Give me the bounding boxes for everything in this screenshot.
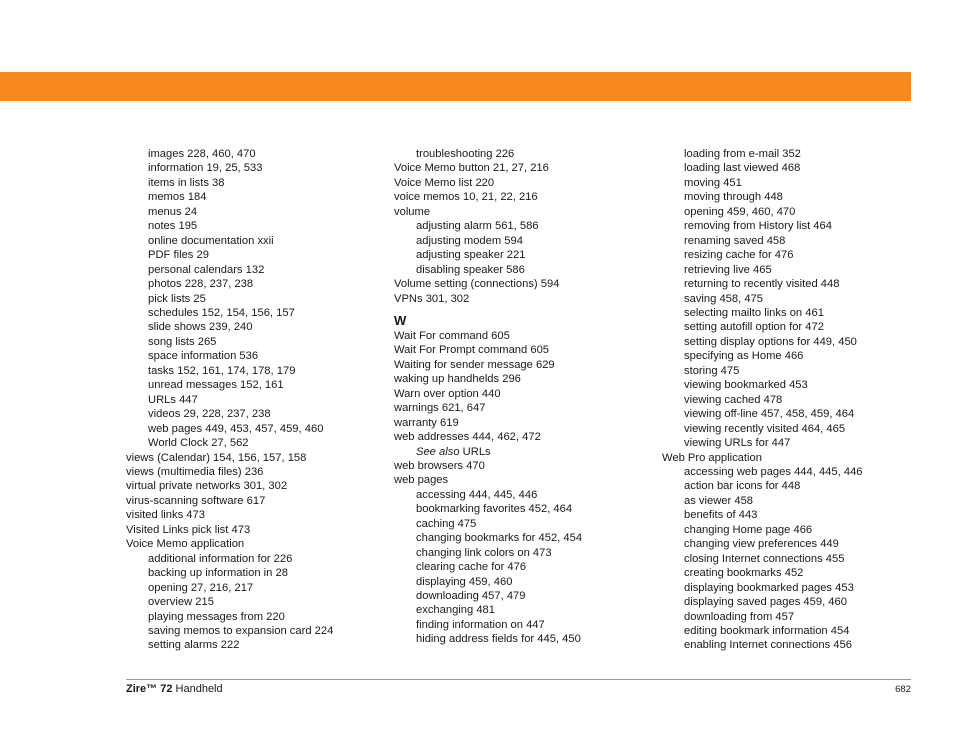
index-subentry: overview 215 xyxy=(148,596,214,609)
index-subentry: images 228, 460, 470 xyxy=(148,148,256,160)
index-subentry: notes 195 xyxy=(148,220,198,233)
index-subentry: downloading 457, 479 xyxy=(416,590,526,603)
page-number: 682 xyxy=(895,684,911,695)
index-subentry: specifying as Home 466 xyxy=(684,350,804,363)
index-entry: views (Calendar) 154, 156, 157, 158 xyxy=(126,451,307,464)
index-entry: Wait For command 605 xyxy=(394,329,510,342)
index-subentry: setting display options for 449, 450 xyxy=(684,335,857,348)
index-subentry: viewing bookmarked 453 xyxy=(684,379,808,392)
index-subentry: selecting mailto links on 461 xyxy=(684,306,824,319)
index-subentry: displaying bookmarked pages 453 xyxy=(684,581,854,594)
index-entry: web addresses 444, 462, 472 xyxy=(394,431,541,444)
index-subentry: memos 184 xyxy=(148,191,207,204)
index-subentry: accessing 444, 445, 446 xyxy=(416,488,538,501)
index-subentry: adjusting alarm 561, 586 xyxy=(416,220,539,233)
index-entry: Voice Memo application xyxy=(126,538,245,551)
index-entry: visited links 473 xyxy=(126,509,205,522)
index-subentry: schedules 152, 154, 156, 157 xyxy=(148,306,295,319)
footer-product-suffix: Handheld xyxy=(172,683,223,695)
index-subentry: World Clock 27, 562 xyxy=(148,437,249,450)
index-subentry: editing bookmark information 454 xyxy=(684,624,850,637)
index-subentry: personal calendars 132 xyxy=(148,263,265,276)
index-subentry: song lists 265 xyxy=(148,335,217,348)
index-subentry: removing from History list 464 xyxy=(684,220,832,233)
index-subentry: viewing recently visited 464, 465 xyxy=(684,422,846,435)
index-subentry: online documentation xxii xyxy=(148,234,274,247)
index-subentry: web pages 449, 453, 457, 459, 460 xyxy=(148,422,324,435)
index-entry: warnings 621, 647 xyxy=(394,402,486,415)
index-subentry: returning to recently visited 448 xyxy=(684,278,840,291)
index-subentry: viewing off-line 457, 458, 459, 464 xyxy=(684,408,855,421)
index-subentry: displaying 459, 460 xyxy=(416,575,513,588)
index-entry: Waiting for sender message 629 xyxy=(394,358,555,371)
index-subentry: moving through 448 xyxy=(684,191,783,204)
index-subentry: PDF files 29 xyxy=(148,249,209,262)
index-entry: web browsers 470 xyxy=(394,459,485,472)
index-subentry: adjusting modem 594 xyxy=(416,234,523,247)
index-entry: Wait For Prompt command 605 xyxy=(394,344,550,357)
index-subentry: creating bookmarks 452 xyxy=(684,567,804,580)
index-column-1 xyxy=(126,147,376,653)
index-subentry: information 19, 25, 533 xyxy=(148,162,263,175)
index-subentry: accessing web pages 444, 445, 446 xyxy=(684,465,863,478)
index-entry: virtual private networks 301, 302 xyxy=(126,480,288,493)
index-subentry: changing bookmarks for 452, 454 xyxy=(416,532,583,545)
header-banner xyxy=(0,72,911,101)
index-subentry: changing Home page 466 xyxy=(684,523,813,536)
index-column-2 xyxy=(394,147,644,647)
section-letter: W xyxy=(394,313,407,329)
index-entry: virus-scanning software 617 xyxy=(126,494,266,507)
index-subentry: changing view preferences 449 xyxy=(684,538,839,551)
index-entry: waking up handhelds 296 xyxy=(394,373,521,386)
footer-divider xyxy=(126,679,911,680)
index-subentry: menus 24 xyxy=(148,205,198,218)
footer-product-name: Zire™ 72 xyxy=(126,683,173,695)
index-subentry: unread messages 152, 161 xyxy=(148,379,284,392)
index-subentry: additional information for 226 xyxy=(148,552,293,565)
index-entry: Voice Memo button 21, 27, 216 xyxy=(394,162,549,175)
index-entry: views (multimedia files) 236 xyxy=(126,465,264,478)
index-subentry: saving memos to expansion card 224 xyxy=(148,624,334,637)
cross-reference-target: URLs xyxy=(459,445,491,458)
index-entry: volume xyxy=(394,205,431,218)
index-subentry: moving 451 xyxy=(684,176,742,189)
index-entry: Visited Links pick list 473 xyxy=(126,523,251,536)
index-subentry: renaming saved 458 xyxy=(684,234,786,247)
index-subentry: tasks 152, 161, 174, 178, 179 xyxy=(148,364,296,377)
index-subentry: benefits of 443 xyxy=(684,509,758,522)
index-subentry xyxy=(394,445,644,459)
index-subentry: photos 228, 237, 238 xyxy=(148,278,254,291)
index-subentry: as viewer 458 xyxy=(684,494,754,507)
index-subentry: space information 536 xyxy=(148,350,259,363)
index-subentry: slide shows 239, 240 xyxy=(148,321,253,334)
index-subentry: finding information on 447 xyxy=(416,618,545,631)
index-column-3 xyxy=(662,147,912,653)
index-subentry: resizing cache for 476 xyxy=(684,249,794,262)
index-subentry: viewing URLs for 447 xyxy=(684,437,791,450)
index-subentry: opening 459, 460, 470 xyxy=(684,205,796,218)
index-subentry: URLs 447 xyxy=(148,393,198,406)
index-subentry: storing 475 xyxy=(684,364,740,377)
index-subentry: bookmarking favorites 452, 464 xyxy=(416,503,573,516)
index-subentry: hiding address fields for 445, 450 xyxy=(416,633,581,646)
index-subentry: changing link colors on 473 xyxy=(416,546,552,559)
index-subentry: backing up information in 28 xyxy=(148,567,288,580)
index-subentry: enabling Internet connections 456 xyxy=(684,639,852,652)
index-entry: Warn over option 440 xyxy=(394,387,501,400)
index-entry: web pages xyxy=(394,474,449,487)
index-entry: Web Pro application xyxy=(662,451,762,464)
index-subentry: clearing cache for 476 xyxy=(416,561,527,574)
index-entry: voice memos 10, 21, 22, 216 xyxy=(394,191,538,204)
index-subentry: saving 458, 475 xyxy=(684,292,763,305)
index-subentry: setting alarms 222 xyxy=(148,639,240,652)
index-subentry: videos 29, 228, 237, 238 xyxy=(148,408,271,421)
index-entry: VPNs 301, 302 xyxy=(394,292,470,305)
index-subentry: loading last viewed 468 xyxy=(684,162,801,175)
index-subentry: viewing cached 478 xyxy=(684,393,783,406)
index-subentry: retrieving live 465 xyxy=(684,263,772,276)
footer-title xyxy=(126,683,223,695)
index-entry: warranty 619 xyxy=(394,416,459,429)
index-subentry: setting autofill option for 472 xyxy=(684,321,824,334)
index-subentry: loading from e-mail 352 xyxy=(684,148,801,160)
index-entry: Voice Memo list 220 xyxy=(394,176,495,189)
index-subentry: action bar icons for 448 xyxy=(684,480,801,493)
index-subentry: adjusting speaker 221 xyxy=(416,249,526,262)
index-subentry: closing Internet connections 455 xyxy=(684,552,845,565)
index-subentry: disabling speaker 586 xyxy=(416,263,525,276)
index-entry: Volume setting (connections) 594 xyxy=(394,278,560,291)
index-subentry: items in lists 38 xyxy=(148,176,225,189)
index-subentry: downloading from 457 xyxy=(684,610,795,623)
index-subentry: playing messages from 220 xyxy=(148,610,285,623)
index-subentry: displaying saved pages 459, 460 xyxy=(684,596,847,609)
index-subentry: troubleshooting 226 xyxy=(416,148,515,160)
index-subentry: exchanging 481 xyxy=(416,604,496,617)
index-subentry: caching 475 xyxy=(416,517,477,530)
index-subentry: opening 27, 216, 217 xyxy=(148,581,254,594)
index-subentry: pick lists 25 xyxy=(148,292,206,305)
cross-reference-label: See also xyxy=(416,445,460,458)
